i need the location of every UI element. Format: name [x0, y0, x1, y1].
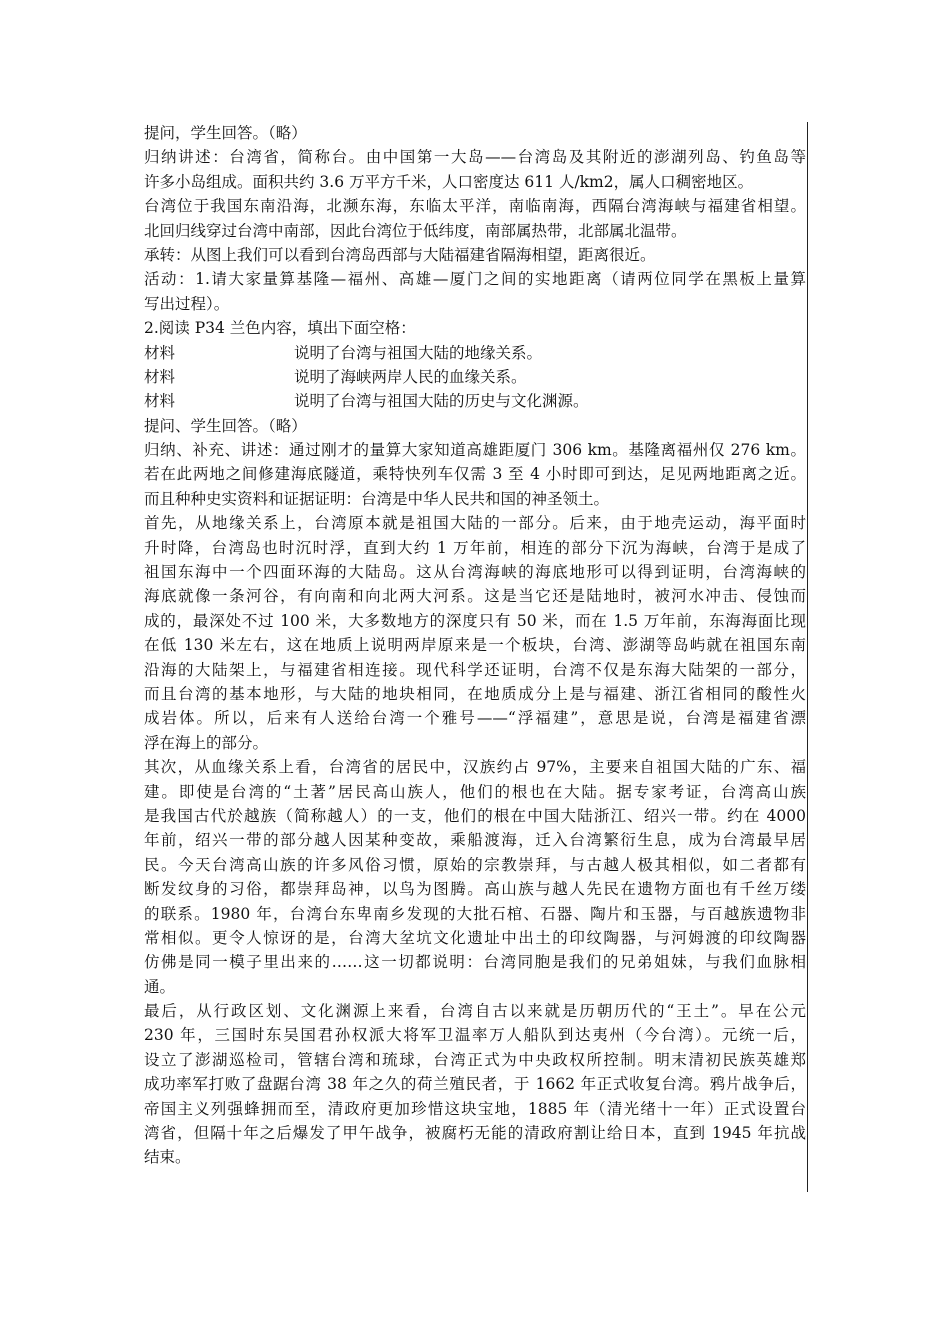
- text-line: 归纳讲述：台湾省，简称台。由中国第一大岛——台湾岛及其附近的澎湖列岛、钓鱼岛等: [144, 148, 806, 167]
- intro-paragraphs: [144, 121, 806, 341]
- text-line: 沿海的大陆架上，与福建省相连接。现代科学还证明，台湾不仅是东海大陆架的一部分，: [144, 660, 806, 679]
- text-line: 断发纹身的习俗，都崇拜岛神，以鸟为图腾。高山族与越人先民在遗物方面也有千丝万缕: [144, 880, 806, 899]
- text-line: 浮在海上的部分。: [144, 733, 269, 752]
- text-line: 湾省，但隔十年之后爆发了甲午战争，被腐朽无能的清政府割让给日本，直到 1945 年抗战: [144, 1124, 806, 1143]
- text-line: 2.阅读 P34 兰色内容，填出下面空格：: [144, 319, 416, 338]
- text-line: 而且种种史实资料和证据证明：台湾是中华人民共和国的神圣领土。: [144, 489, 610, 508]
- material-text: 说明了海峡两岸人民的血缘关系。: [294, 367, 527, 386]
- text-line: 设立了澎湖巡检司，管辖台湾和琉球，台湾正式为中央政权所控制。明末清初民族英雄郑: [144, 1050, 806, 1069]
- text-line: 通。: [144, 977, 176, 996]
- text-line: 仿佛是同一模子里出来的……这一切都说明：台湾同胞是我们的兄弟姐妹，与我们血脉相: [144, 953, 806, 972]
- text-line: 归纳、补充、讲述：通过刚才的量算大家知道高雄距厦门 306 km。基隆离福州仅 276 km。: [144, 441, 806, 460]
- material-text: 说明了台湾与祖国大陆的地缘关系。: [294, 343, 543, 362]
- text-line: 成的，最深处不过 100 米，大多数地方的深度只有 50 米，而在 1.5 万年前，东海海面比现: [144, 611, 806, 630]
- text-line: 年前，绍兴一带的部分越人因某种变故，乘船渡海，迁入台湾繁衍生息，成为台湾最早居: [144, 831, 806, 850]
- material-row: [144, 365, 806, 389]
- text-line: 成功率军打败了盘踞台湾 38 年之久的荷兰殖民者，于 1662 年正式收复台湾。鸦片战争后，: [144, 1075, 806, 1094]
- text-line: 的联系。1980 年，台湾台东卑南乡发现的大批石棺、石器、陶片和玉器，与百越族遗物非: [144, 904, 806, 923]
- text-line: 成岩体。所以，后来有人送给台湾一个雅号——“浮福建”，意思是说，台湾是福建省漂: [144, 709, 806, 728]
- text-line: 230 年，三国时东吴国君孙权派大将军卫温率万人船队到达夷州（今台湾）。元统一后，: [144, 1026, 806, 1045]
- material-label: 材料: [144, 392, 176, 411]
- text-line: 是我国古代於越族（简称越人）的一支，他们的根在中国大陆浙江、绍兴一带。约在 4000: [144, 806, 806, 825]
- materials-list: [144, 341, 806, 414]
- text-line: 民。今天台湾高山族的许多风俗习惯，原始的宗教崇拜，与古越人极其相似，如二者都有: [144, 855, 806, 874]
- material-label: 材料: [144, 367, 176, 386]
- lecture-paragraphs: [144, 414, 806, 1170]
- text-line: 首先，从地缘关系上，台湾原本就是祖国大陆的一部分。后来，由于地壳运动，海平面时: [144, 514, 806, 533]
- material-text: 说明了台湾与祖国大陆的历史与文化渊源。: [294, 392, 589, 411]
- text-line: 常相似。更令人惊讶的是，台湾大坌坑文化遗址中出土的印纹陶器，与河姆渡的印纹陶器: [144, 928, 806, 947]
- table-right-border: [807, 122, 808, 1192]
- text-line: 祖国东海中一个四面环海的大陆岛。这从台湾海峡的海底地形可以得到证明，台湾海峡的: [144, 563, 806, 582]
- text-line: 北回归线穿过台湾中南部，因此台湾位于低纬度，南部属热带，北部属北温带。: [144, 221, 687, 240]
- material-row: [144, 389, 806, 413]
- text-line: 提问，学生回答。（略）: [144, 124, 307, 142]
- text-line: 而且台湾的基本地形，与大陆的地块相同，在地质成分上是与福建、浙江省相同的酸性火: [144, 684, 806, 703]
- text-line: 建。即使是台湾的“土著”居民高山族人，他们的根也在大陆。据专家考证，台湾高山族: [144, 782, 806, 801]
- text-line: 在低 130 米左右，这在地质上说明两岸原来是一个板块，台湾、澎湖等岛屿就在祖国东南: [144, 636, 806, 655]
- text-line: 海底就像一条河谷，有向南和向北两大河系。这是当它还是陆地时，被河水冲击、侵蚀而: [144, 587, 806, 606]
- text-line: 许多小岛组成。面积共约 3.6 万平方千米，人口密度达 611 人/km2，属人口稠密地区。: [144, 172, 754, 191]
- material-label: 材料: [144, 343, 176, 362]
- text-line: 帝国主义列强蜂拥而至，清政府更加珍惜这块宝地，1885 年（清光绪十一年）正式设置台: [144, 1099, 806, 1118]
- text-line: 升时降，台湾岛也时沉时浮，直到大约 1 万年前，相连的部分下沉为海峡，台湾于是成了: [144, 538, 806, 557]
- text-line: 最后，从行政区划、文化渊源上来看，台湾自古以来就是历朝历代的“王土”。早在公元: [144, 1002, 806, 1021]
- text-line: 活动：1.请大家量算基隆—福州、高雄—厦门之间的实地距离（请两位同学在黑板上量算: [144, 270, 806, 289]
- text-line: 提问、学生回答。（略）: [144, 416, 307, 435]
- text-line: 写出过程）。: [144, 294, 230, 313]
- text-line: 台湾位于我国东南沿海，北濒东海，东临太平洋，南临南海，西隔台湾海峡与福建省相望。: [144, 197, 806, 216]
- material-row: [144, 341, 806, 365]
- text-line: 结束。: [144, 1148, 191, 1167]
- document-body: [144, 121, 806, 1170]
- text-line: 若在此两地之间修建海底隧道，乘特快列车仅需 3 至 4 小时即可到达，足见两地距离之近。: [144, 465, 806, 484]
- text-line: 承转：从图上我们可以看到台湾岛西部与大陆福建省隔海相望，距离很近。: [144, 245, 656, 264]
- text-line: 其次，从血缘关系上看，台湾省的居民中，汉族约占 97%，主要来自祖国大陆的广东、福: [144, 758, 806, 777]
